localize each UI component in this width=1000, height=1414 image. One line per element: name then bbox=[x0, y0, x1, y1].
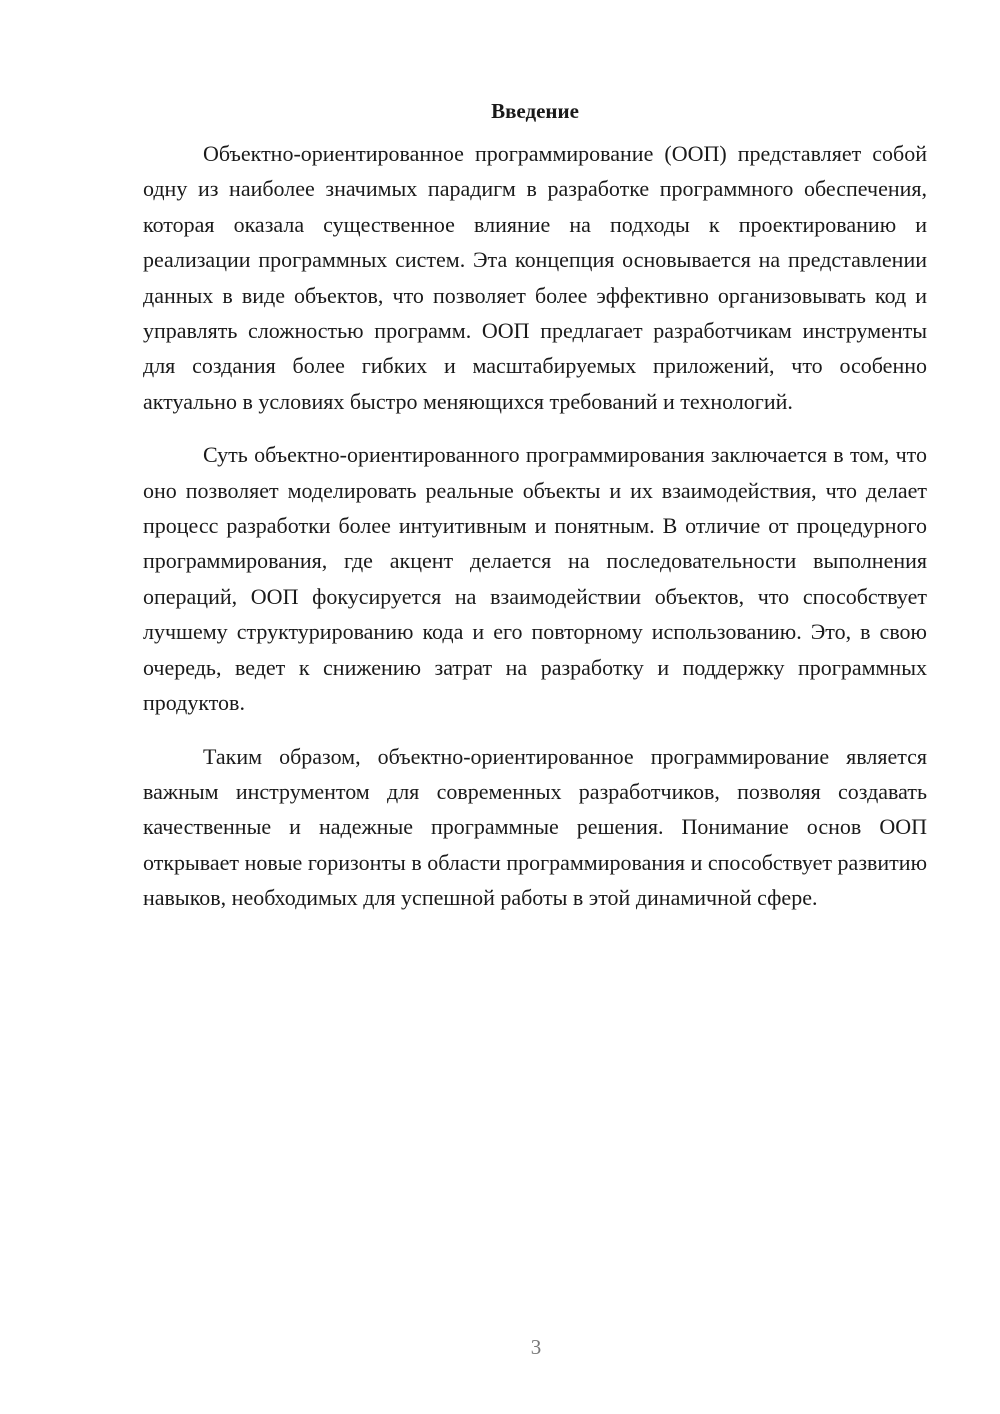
section-heading: Введение bbox=[491, 99, 579, 123]
paragraph-2: Суть объектно-ориентированного программирования заключается в том, что оно позволяет моделировать реальные объекты и их взаимодействия, что делает процесс разработки более интуитивным и понятным. В отличие от процедурного программирования, где акцент делается на последовательности выполнения операций, ООП фокусируется на взаимодействии объектов, что способствует лучшему структурированию кода и его повторному использованию. Это, в свою очередь, ведет к снижению затрат на разработку и поддержку программных продуктов. bbox=[143, 442, 927, 716]
page-number: 3 bbox=[530, 1335, 542, 1359]
paragraph-3: Таким образом, объектно-ориентированное программирование является важным инструментом для современных разработчиков, позволяя создавать качественные и надежные программные решения. Понимание основ ООП открывает новые горизонты в области программирования и способствует развитию навыков, необходимых для успешной работы в этой динамичной сфере. bbox=[143, 743, 927, 911]
paragraph-1: Объектно-ориентированное программирование (ООП) представляет собой одну из наиболее значимых парадигм в разработке программного обеспечения, которая оказала существенное влияние на подходы к проектированию и реализации программных систем. Эта концепция основывается на представлении данных в виде объектов, что позволяет более эффективно организовывать код и управлять сложностью программ. ООП предлагает разработчикам инструменты для создания более гибких и масштабируемых приложений, что особенно актуально в условиях быстро меняющихся требований и технологий. bbox=[143, 141, 927, 414]
page-content bbox=[143, 96, 927, 916]
